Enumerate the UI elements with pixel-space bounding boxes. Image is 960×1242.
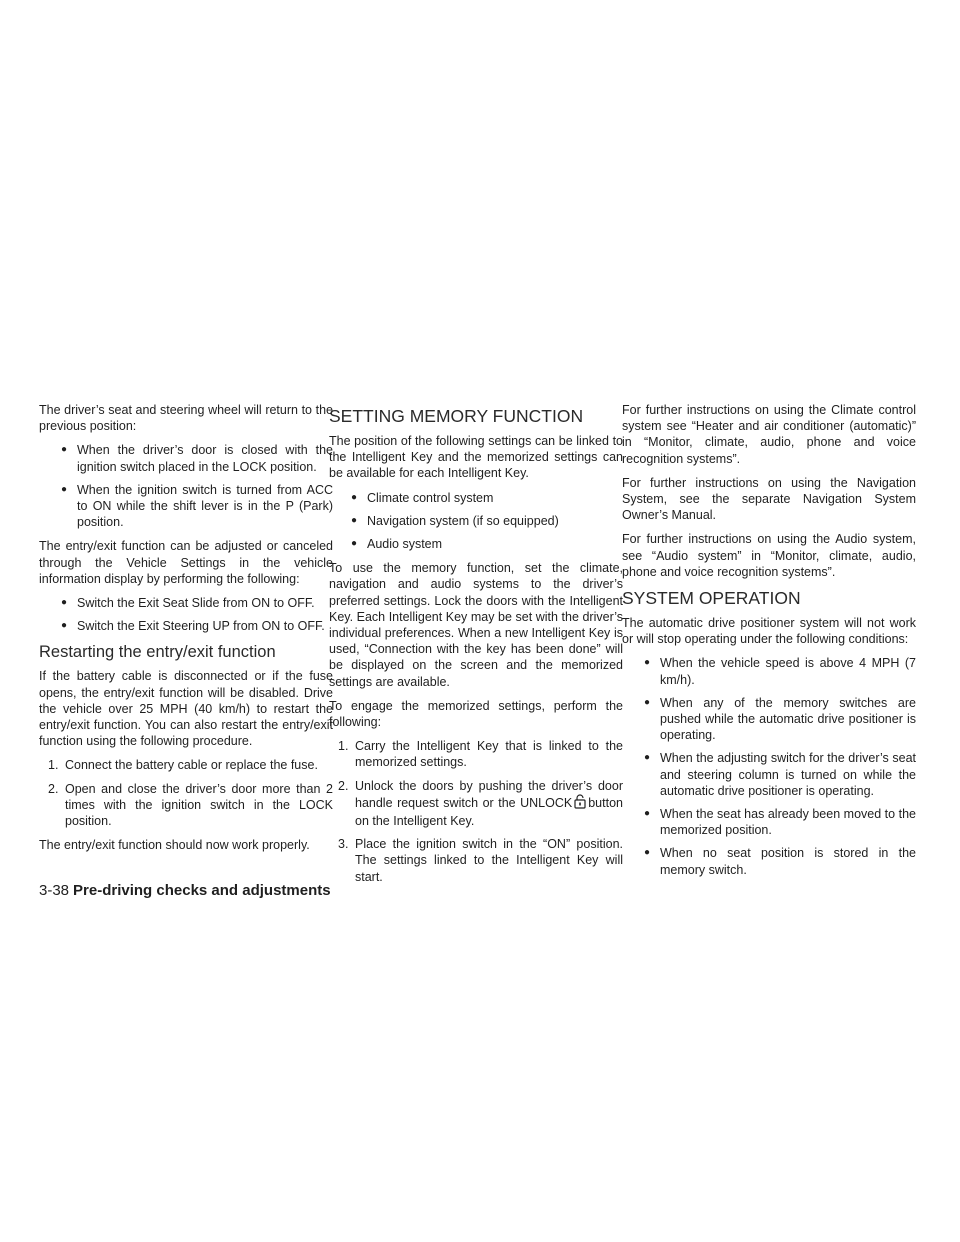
- section-heading-system-operation: SYSTEM OPERATION: [622, 588, 801, 609]
- list-item: ● Switch the Exit Steering UP from ON to OFF.: [39, 618, 333, 634]
- paragraph: For further instructions on using the Climate control system see “Heater and air conditioner (automatic)” in “Monitor, climate, audio, phone and voice recognition systems”.: [622, 403, 916, 466]
- list-item: [39, 781, 333, 830]
- paragraph: The driver’s seat and steering wheel will return to the previous position:: [39, 403, 333, 434]
- step-text: Place the ignition switch in the “ON” position. The settings linked to the Intelligent Key will start.: [355, 837, 623, 884]
- list-item: ● When the driver’s door is closed with the ignition switch placed in the LOCK position.: [39, 442, 333, 474]
- list-item: ● When the seat has already been moved to the memorized position.: [622, 806, 916, 838]
- bullet-list: [39, 442, 333, 530]
- paragraph: The entry/exit function can be adjusted or canceled through the Vehicle Settings in the vehicle information display by performing the following:: [39, 539, 333, 586]
- column-middle: [329, 402, 623, 893]
- list-item: ● Switch the Exit Seat Slide from ON to OFF.: [39, 595, 333, 611]
- page-footer: [39, 882, 331, 899]
- unlock-key-icon: [574, 794, 586, 813]
- step-text: Unlock the doors by pushing the driver’s door handle request switch or the UNLOCK: [355, 778, 623, 810]
- step-number: 1.: [338, 739, 349, 754]
- list-item: ● When the vehicle speed is above 4 MPH (7 km/h).: [622, 655, 916, 687]
- step-text: button on the Intelligent Key.: [355, 795, 623, 829]
- step-text: Open and close the driver’s door more than 2 times with the ignition switch in the LOCK position.: [65, 781, 333, 829]
- paragraph: The entry/exit function should now work properly.: [39, 838, 310, 853]
- list-item: ● When no seat position is stored in the memory switch.: [622, 845, 916, 877]
- paragraph: The automatic drive positioner system will not work or will stop operating under the following conditions:: [622, 616, 916, 647]
- bullet-list: [622, 655, 916, 877]
- section-heading-setting-memory: SETTING MEMORY FUNCTION: [329, 406, 584, 426]
- bullet-list: [39, 595, 333, 634]
- step-number: 1.: [48, 758, 59, 773]
- step-text: Carry the Intelligent Key that is linked to the memorized settings.: [355, 739, 623, 770]
- step-number: 2.: [338, 778, 349, 793]
- column-right: [622, 402, 916, 886]
- bullet-list: [329, 490, 623, 553]
- list-item: ● When the adjusting switch for the driver’s seat and steering column is turned on while the automatic drive positioner is operating.: [622, 750, 916, 799]
- page-number: 3-38: [39, 882, 70, 899]
- paragraph: For further instructions on using the Audio system, see “Audio system” in “Monitor, climate, audio, phone and voice recognition systems”.: [622, 532, 916, 579]
- list-item: ● Climate control system: [329, 490, 623, 506]
- column-left: [39, 402, 333, 861]
- paragraph: To use the memory function, set the climate, navigation and audio systems to the driver’s preferred settings. Lock the doors with the Intelligent Key. Each Intelligent Key may be set with the driver’s individual preferences. When a new Intelligent Key is used, “Connection with the key has been done” will be displayed on the screen and the memorized settings are available.: [329, 561, 623, 689]
- list-item: [39, 757, 333, 773]
- paragraph: To engage the memorized settings, perform the following:: [329, 698, 623, 730]
- list-item: [329, 738, 623, 770]
- list-item: [329, 778, 623, 830]
- list-item: [329, 836, 623, 885]
- numbered-list: [329, 738, 623, 885]
- list-item: ● When any of the memory switches are pushed while the automatic drive positioner is operating.: [622, 695, 916, 744]
- step-text: Connect the battery cable or replace the fuse.: [65, 758, 318, 773]
- list-item: ● When the ignition switch is turned from ACC to ON while the shift lever is in the P (Park) position.: [39, 482, 333, 531]
- paragraph: If the battery cable is disconnected or if the fuse opens, the entry/exit function will be disabled. Drive the vehicle over 25 MPH (40 km/h) to restart the entry/exit function. You can also restart the entry/exit function using the following procedure.: [39, 669, 333, 749]
- numbered-list: [39, 757, 333, 829]
- step-number: 3.: [338, 837, 349, 852]
- paragraph: The position of the following settings can be linked to the Intelligent Key and the memorized settings can be available for each Intelligent Key.: [329, 434, 623, 481]
- list-item: ● Audio system: [329, 536, 623, 552]
- step-number: 2.: [48, 781, 59, 796]
- section-title: Pre-driving checks and adjustments: [73, 882, 331, 899]
- list-item: ● Navigation system (if so equipped): [329, 513, 623, 529]
- paragraph: For further instructions on using the Navigation System, see the separate Navigation System Owner’s Manual.: [622, 475, 916, 523]
- section-heading-restart: Restarting the entry/exit function: [39, 643, 276, 662]
